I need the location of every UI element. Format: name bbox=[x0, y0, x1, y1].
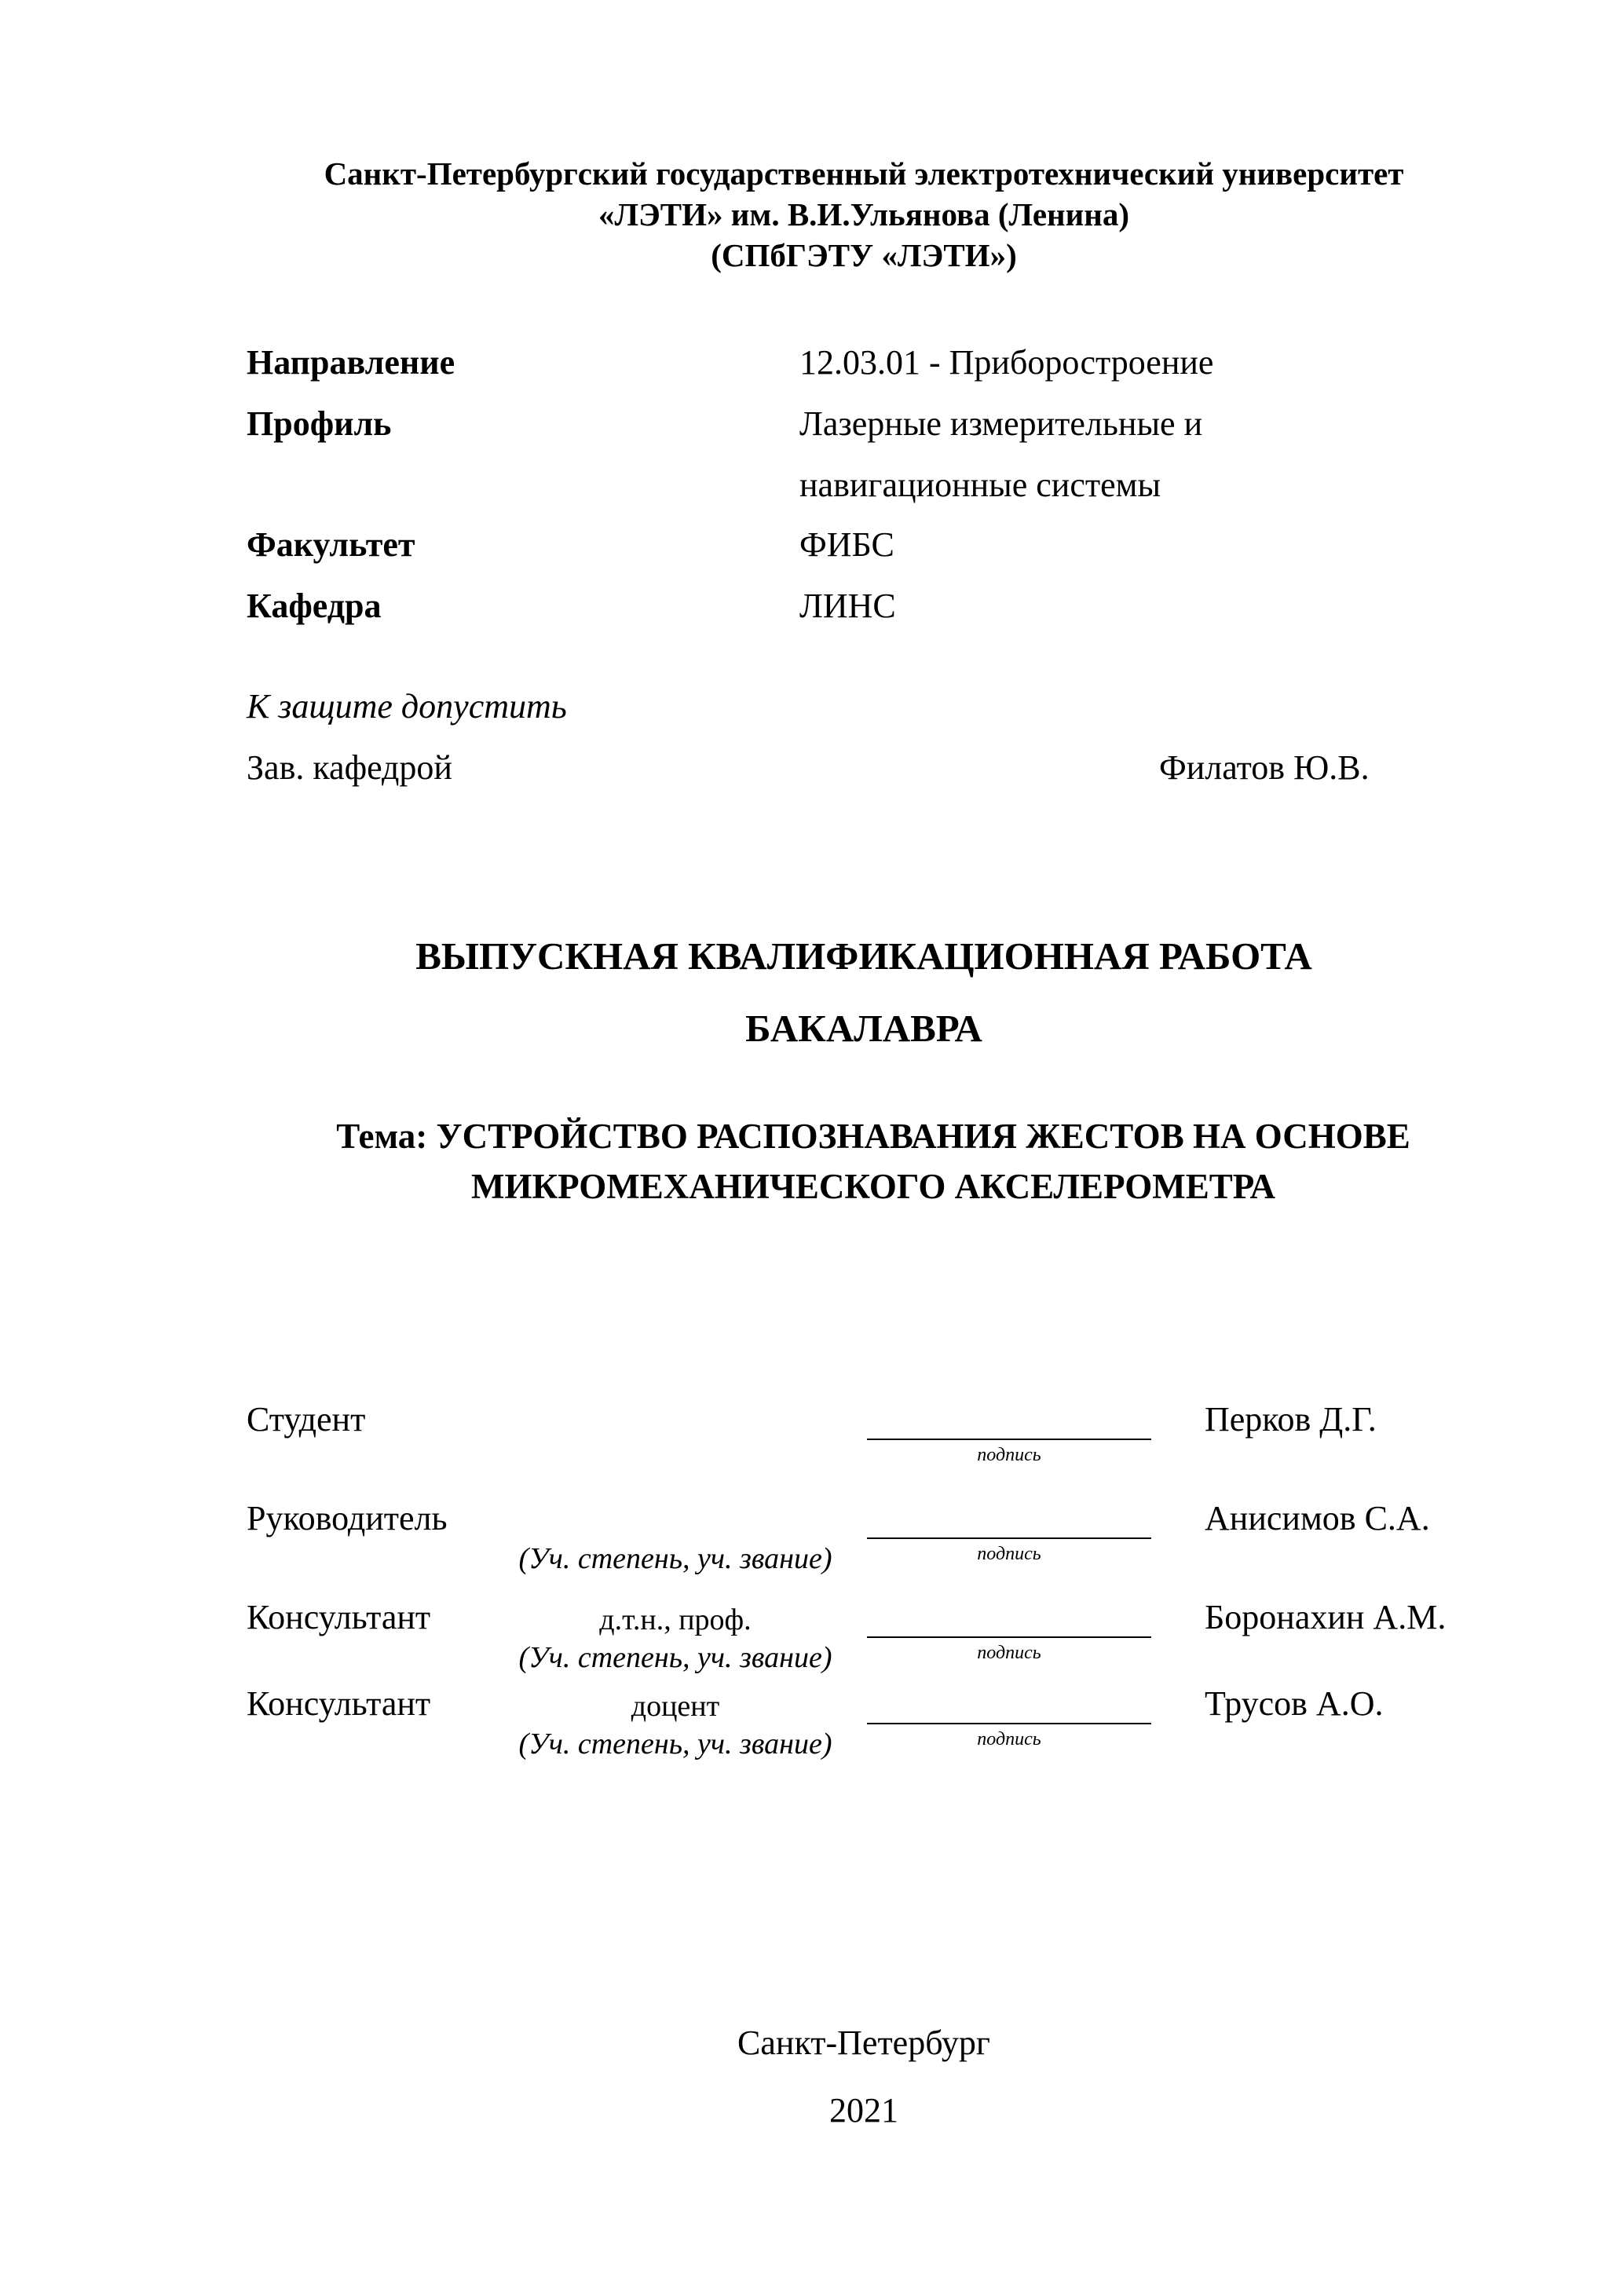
consultant1-signature-line bbox=[867, 1636, 1151, 1638]
city: Санкт-Петербург bbox=[737, 2024, 990, 2062]
supervisor-degree-caption: (Уч. степень, уч. звание) bbox=[518, 1542, 832, 1575]
supervisor-signature-line bbox=[867, 1537, 1151, 1539]
faculty-value: ФИБС bbox=[799, 525, 894, 564]
admit-to-defense: К защите допустить bbox=[247, 687, 567, 726]
direction-label: Направление bbox=[247, 343, 455, 382]
supervisor-name: Анисимов С.А. bbox=[1205, 1499, 1430, 1537]
work-title-line1: ВЫПУСКНАЯ КВАЛИФИКАЦИОННАЯ РАБОТА bbox=[415, 934, 1312, 978]
profile-value-line1: Лазерные измерительные и bbox=[799, 404, 1203, 443]
consultant1-degree: д.т.н., проф. bbox=[599, 1603, 752, 1636]
supervisor-signature-caption: подпись bbox=[977, 1544, 1041, 1564]
consultant1-signature-caption: подпись bbox=[977, 1643, 1041, 1663]
theme-line1: Тема: УСТРОЙСТВО РАСПОЗНАВАНИЯ ЖЕСТОВ НА ОСНОВЕ bbox=[336, 1117, 1410, 1156]
student-role: Студент bbox=[247, 1400, 366, 1439]
consultant2-signature-caption: подпись bbox=[977, 1729, 1041, 1749]
department-label: Кафедра bbox=[247, 587, 382, 625]
consultant1-degree-caption: (Уч. степень, уч. звание) bbox=[518, 1641, 832, 1674]
university-abbreviation: (СПбГЭТУ «ЛЭТИ») bbox=[711, 237, 1017, 273]
university-full-name: «ЛЭТИ» им. В.И.Ульянова (Ленина) bbox=[598, 196, 1130, 232]
student-signature-line bbox=[867, 1439, 1151, 1440]
profile-value-line2: навигационные системы bbox=[799, 466, 1161, 504]
consultant2-degree: доцент bbox=[631, 1690, 720, 1723]
faculty-label: Факультет bbox=[247, 525, 415, 564]
university-name: Санкт-Петербургский государственный электротехнический университет bbox=[324, 155, 1404, 192]
head-of-department-label: Зав. кафедрой bbox=[247, 748, 452, 787]
consultant2-degree-caption: (Уч. степень, уч. звание) bbox=[518, 1727, 832, 1760]
work-title-line2: БАКАЛАВРА bbox=[745, 1007, 982, 1050]
supervisor-role: Руководитель bbox=[247, 1499, 448, 1537]
consultant1-name: Боронахин А.М. bbox=[1205, 1598, 1447, 1636]
student-signature-caption: подпись bbox=[977, 1445, 1041, 1465]
consultant2-name: Трусов А.О. bbox=[1205, 1684, 1384, 1723]
profile-label: Профиль bbox=[247, 404, 392, 443]
department-value: ЛИНС bbox=[799, 587, 896, 625]
consultant2-signature-line bbox=[867, 1723, 1151, 1724]
theme-line2: МИКРОМЕХАНИЧЕСКОГО АКСЕЛЕРОМЕТРА bbox=[470, 1167, 1276, 1206]
student-name: Перков Д.Г. bbox=[1205, 1400, 1377, 1439]
year: 2021 bbox=[829, 2091, 898, 2130]
head-of-department-name: Филатов Ю.В. bbox=[1159, 748, 1370, 787]
consultant2-role: Консультант bbox=[247, 1684, 431, 1723]
consultant1-role: Консультант bbox=[247, 1598, 431, 1636]
direction-value: 12.03.01 - Приборостроение bbox=[799, 343, 1214, 382]
